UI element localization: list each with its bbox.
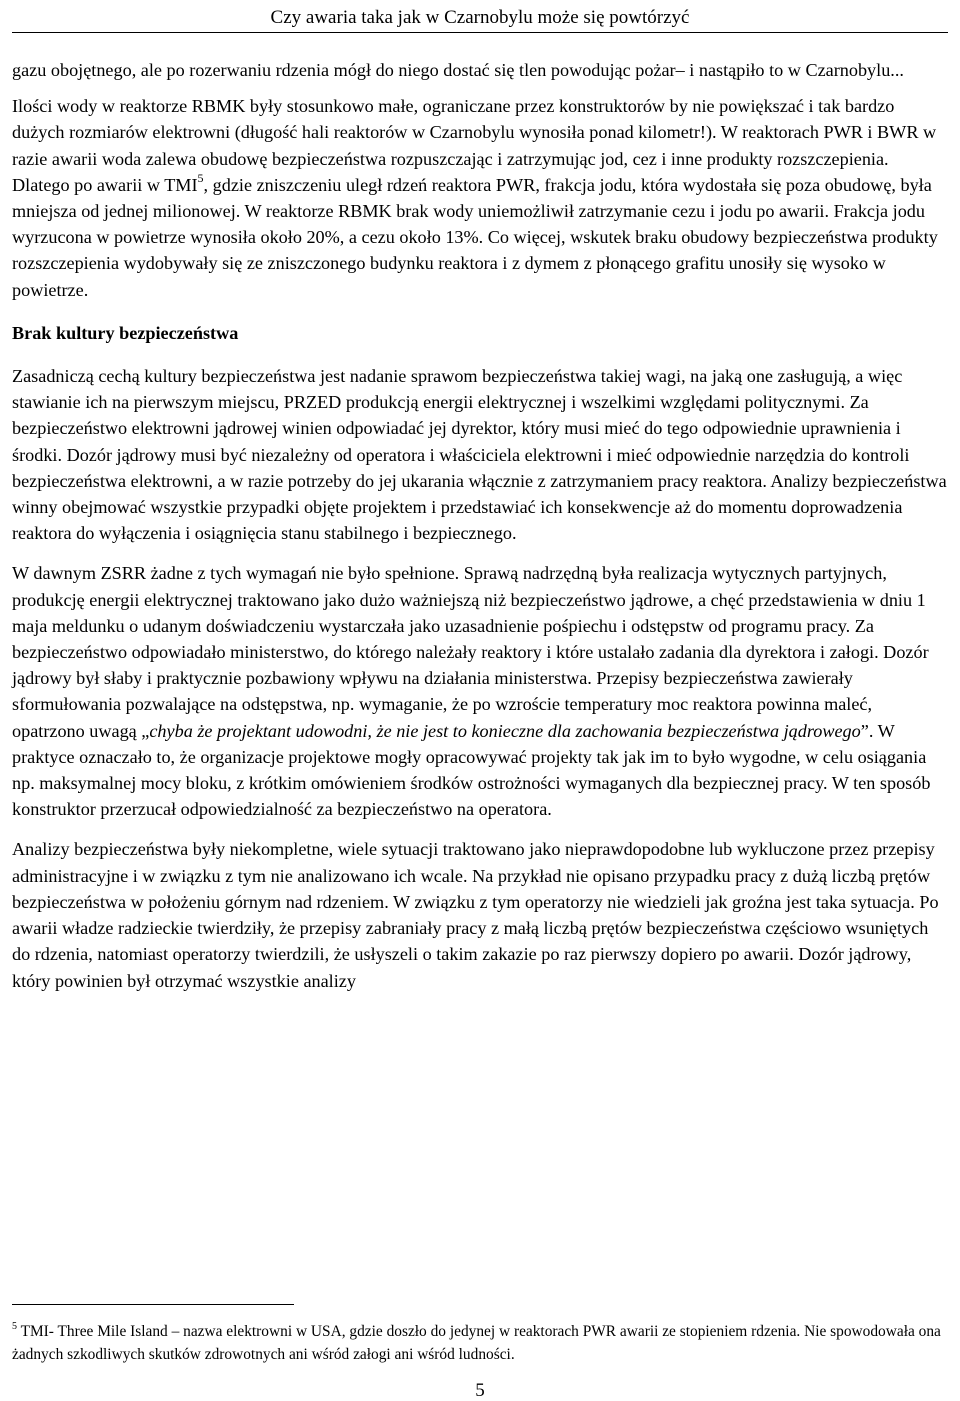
paragraph-text: ”. W praktyce oznaczało to, że organizacje projektowe mogły opracowywać projekty tak jak im to było wygodne, w celu osiągania np. maksymalnej mocy bloku, z krótkim omówieniem środków ostrożności wymaganych dla bezpiecznej pracy. W ten sposób konstruktor przerzucał odpowiedzialność za bezpieczeństwo na operatora.: [12, 720, 931, 820]
paragraph: [12, 93, 947, 303]
paragraph-text: Ilości wody w reaktorze RBMK były stosunkowo małe, ograniczane przez konstruktorów by nie powiększać i tak bardzo dużych rozmiarów elektrowni (długość hali reaktorów w Czarnobylu wynosiła ponad kilometr!). W reaktorach PWR i BWR w razie awarii woda zalewa obudowę bezpieczeństwa rozpuszczając i zatrzymując jod, cez i inne produkty rozszczepienia. Dlatego po awarii w TMI: [12, 96, 937, 195]
paragraph: [12, 560, 947, 822]
paragraph: Zasadniczą cechą kultury bezpieczeństwa jest nadanie sprawom bezpieczeństwa takiej wagi, na jaką one zasługują, a więc stawianie ich na pierwszym miejscu, PRZED produkcją energii elektrycznej i wszelkimi względami politycznymi. Za bezpieczeństwo elektrowni jądrowej winien odpowiadać jej dyrektor, który musi mieć do tego odpowiednie uprawnienia i środki. Dozór jądrowy musi być niezależny od operatora i właściciela elektrowni i mieć odpowiednie narzędzia do kontroli bezpieczeństwa elektrowni, a w razie potrzeby do jej ukarania włącznie z zatrzymaniem pracy reaktora. Analizy bezpieczeństwa winny obejmować wszystkie przypadki objęte projektem i przedstawiać ich konsekwencje aż do momentu doprowadzenia reaktora do wyłączenia i osiągnięcia stanu stabilnego i bezpiecznego.: [12, 366, 947, 544]
section-heading: Brak kultury bezpieczeństwa: [12, 322, 239, 343]
footnote-divider: [12, 1304, 294, 1305]
paragraph-text: , gdzie zniszczeniu uległ rdzeń reaktora PWR, frakcja jodu, która wydostała się poza obudowę, była mniejsza od jednej milionowej. W reaktorze RBMK brak wody uniemożliwił zatrzymanie cezu i jodu po awarii. Frakcja jodu wyrzucona w powietrze wynosiła około 20%, a cezu około 13%. Co więcej, wskutek braku obudowy bezpieczeństwa produkty rozszczepienia wydobywały się ze zniszczonego budynku reaktora i z dymem z płonącego grafitu unosiły się wysoko w powietrze.: [12, 174, 938, 300]
italic-quote: chyba że projektant udowodni, że nie jest to konieczne dla zachowania bezpieczeństwa jądrowego: [149, 720, 861, 741]
footnote-text: TMI- Three Mile Island – nazwa elektrowni w USA, gdzie doszło do jedynej w reaktorach PWR awarii ze stopieniem rdzenia. Nie spowodowała ona żadnych szkodliwych skutków zdrowotnych ani wśród załogi ani wśród ludności.: [12, 1323, 941, 1363]
body-text: [12, 57, 947, 994]
paragraph: Analizy bezpieczeństwa były niekompletne, wiele sytuacji traktowano jako nieprawdopodobne lub wykluczone przez przepisy administracyjne i w związku z tym nie analizowano ich wcale. Na przykład nie opisano przypadku pracy z dużą liczbą prętów bezpieczeństwa w położeniu górnym nad rdzeniem. W związku z tym operatorzy nie wiedzieli jak groźna jest taka sytuacja. Po awarii władze radzieckie twierdziły, że przepisy zabraniały pracy z małą liczbą prętów bezpieczeństwa częściowo wsuniętych do rdzenia, natomiast operatorzy twierdzili, że usłyszeli o takim zakazie po raz pierwszy dopiero po awarii. Dozór jądrowy, który powinien był otrzymać wszystkie analizy: [12, 839, 939, 991]
footnote-reference: 5: [197, 170, 204, 185]
page-number: 5: [475, 1380, 485, 1401]
footnote: [12, 1320, 952, 1366]
running-header-title: Czy awaria taka jak w Czarnobylu może się powtórzyć: [270, 7, 690, 28]
footnote-mark: 5: [12, 1320, 17, 1332]
paragraph-text: W dawnym ZSRR żadne z tych wymagań nie było spełnione. Sprawą nadrzędną była realizacja wytycznych partyjnych, produkcję energii elektrycznej traktowano jako dużo ważniejszą niż bezpieczeństwo jądrowe, a chęć przedstawienia w dniu 1 maja meldunku o udanym doświadczeniu wystarczała jako uzasadnienie pośpiechu i odstępstw od programu pracy. Za bezpieczeństwo odpowiadało ministerstwo, do którego należały reaktory i które ustalało zadania dla dyrektora i załogi. Dozór jądrowy był słaby i praktycznie pozbawiony wpływu na działania ministerstwa. Przepisy bezpieczeństwa zawierały sformułowania pozwalające na odstępstwa, np. wymaganie, że po wzroście temperatury moc reaktora powinna maleć, opatrzono uwagą „: [12, 563, 929, 741]
paragraph: gazu obojętnego, ale po rozerwaniu rdzenia mógł do niego dostać się tlen powodując pożar– i nastąpiło to w Czarnobylu...: [12, 60, 904, 80]
running-header: [12, 6, 948, 33]
